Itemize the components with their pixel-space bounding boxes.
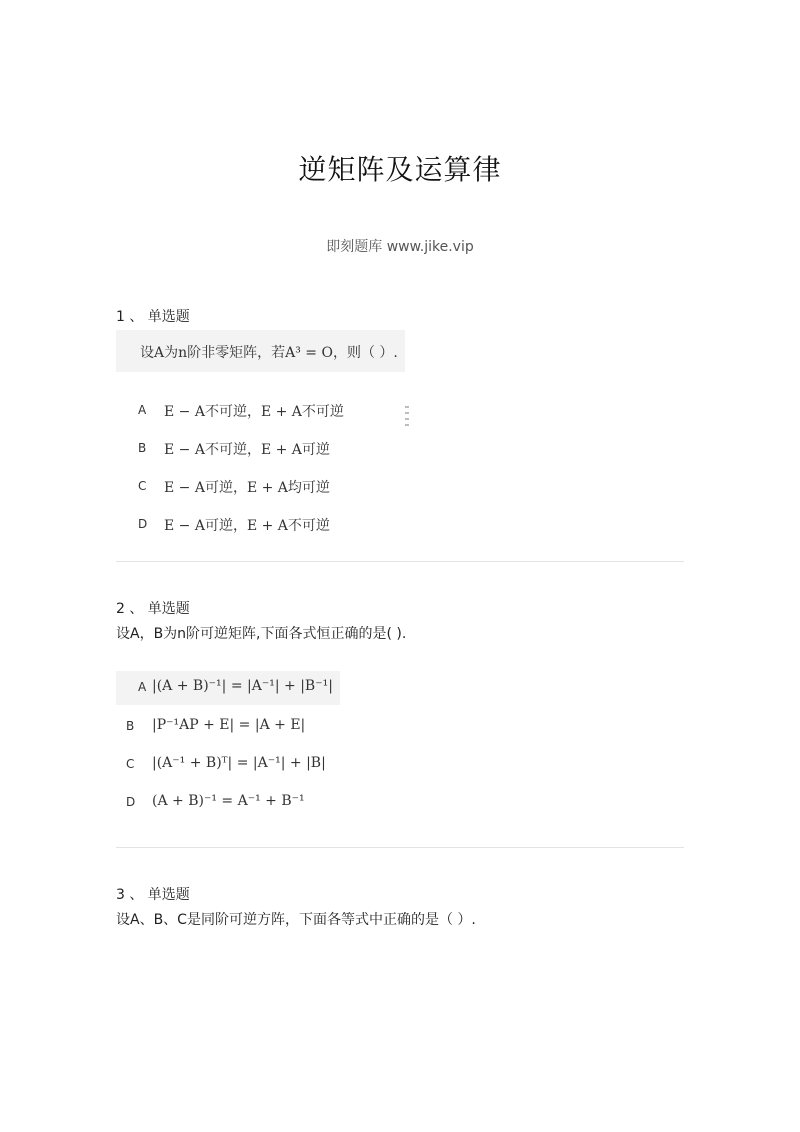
scan-specks: [403, 406, 411, 432]
question-3-header: 3 、 单选题: [116, 887, 190, 903]
question-1-option-c[interactable]: [116, 472, 516, 502]
option-label: A: [138, 680, 147, 694]
question-2-header: 2 、 单选题: [116, 601, 190, 617]
option-text: E − A可逆，E + A不可逆: [164, 518, 330, 534]
question-2-option-c[interactable]: [116, 750, 516, 780]
question-1-option-d[interactable]: [116, 510, 516, 540]
question-1-option-a[interactable]: [116, 396, 516, 426]
option-label: C: [138, 479, 147, 493]
question-2-stem: 设A，B为n阶可逆矩阵,下面各式恒正确的是( ).: [116, 626, 407, 642]
option-label: C: [126, 757, 135, 771]
page-title: 逆矩阵及运算律: [298, 153, 502, 186]
option-label: B: [138, 441, 147, 455]
option-text: |(A + B)⁻¹| = |A⁻¹| + |B⁻¹|: [152, 678, 333, 694]
section-divider: [116, 847, 684, 848]
option-text: E − A不可逆，E + A不可逆: [164, 404, 344, 420]
option-label: D: [126, 795, 136, 809]
question-1-stem: 设A为n阶非零矩阵，若A³ = O，则（ ）.: [140, 345, 398, 361]
option-label: D: [138, 517, 148, 531]
option-text: |P⁻¹AP + E| = |A + E|: [152, 717, 306, 733]
option-text: |(A⁻¹ + B)ᵀ| = |A⁻¹| + |B|: [152, 755, 326, 771]
option-label: A: [138, 403, 147, 417]
source-line: 即刻题库 www.jike.vip: [326, 239, 474, 255]
question-2-option-b[interactable]: [116, 712, 516, 742]
option-label: B: [126, 719, 135, 733]
question-1-option-b[interactable]: [116, 434, 516, 464]
question-2-option-a[interactable]: [116, 671, 340, 705]
section-divider: [116, 561, 684, 562]
question-3-stem: 设A、B、C是同阶可逆方阵，下面各等式中正确的是（ ）.: [116, 912, 476, 928]
question-1-stem-box: [116, 330, 405, 372]
question-1-header: 1 、 单选题: [116, 309, 190, 325]
option-text: E − A不可逆，E + A可逆: [164, 442, 330, 458]
option-text: (A + B)⁻¹ = A⁻¹ + B⁻¹: [152, 793, 305, 809]
option-text: E − A可逆，E + A均可逆: [164, 480, 330, 496]
question-2-option-d[interactable]: [116, 788, 516, 818]
